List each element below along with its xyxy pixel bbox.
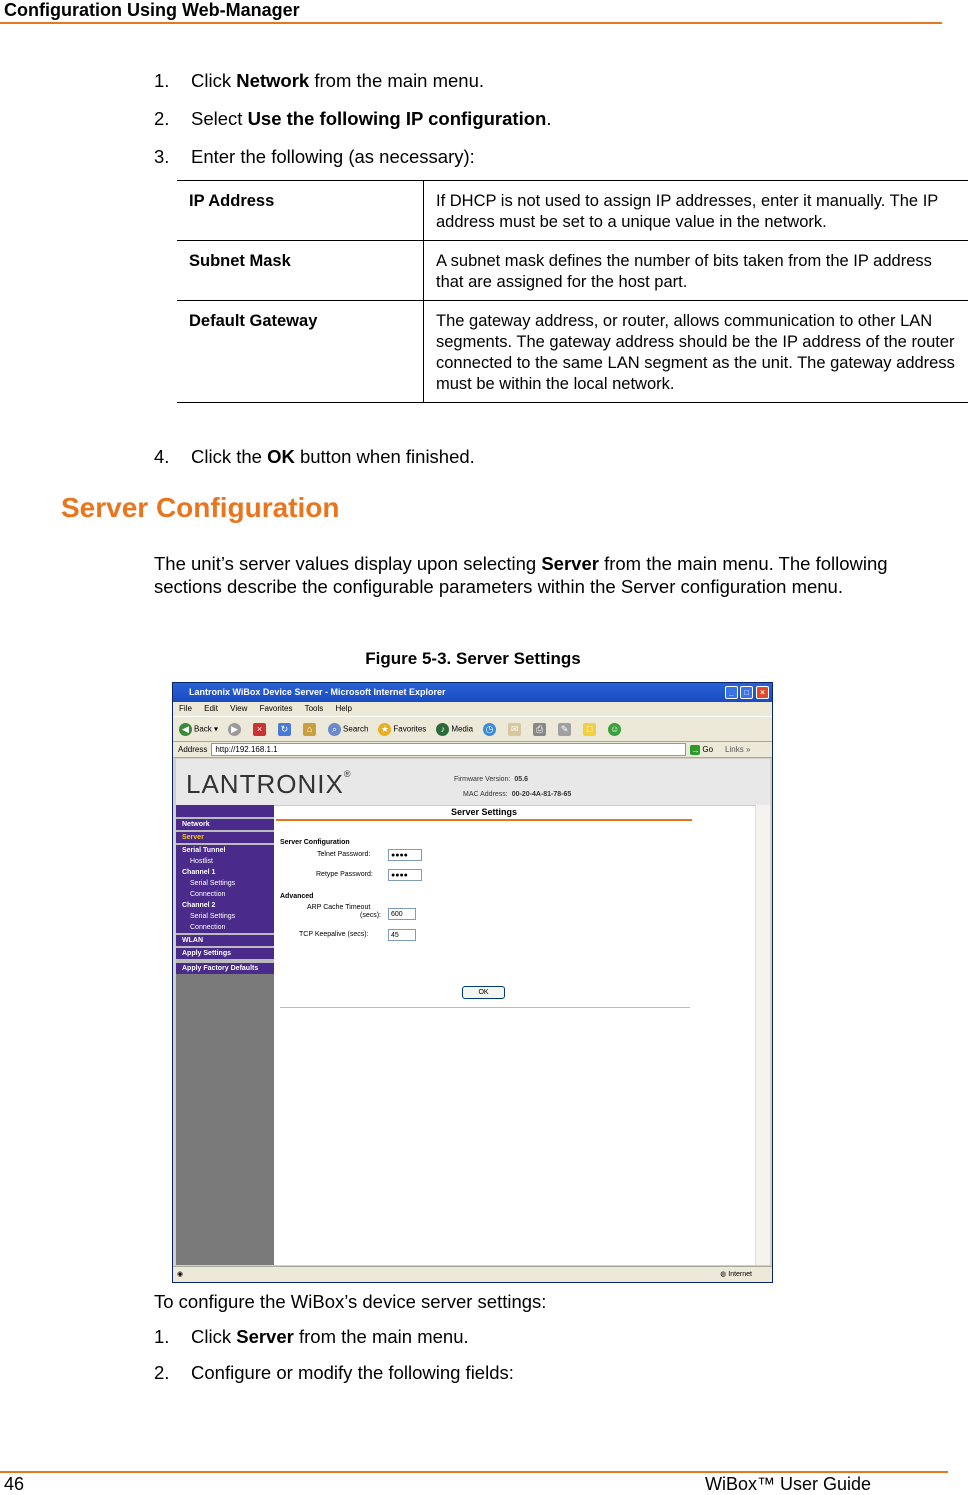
advanced-heading: Advanced (280, 893, 313, 900)
step-text: button when finished. (295, 446, 475, 467)
back-label: Back (194, 724, 212, 733)
mac-address (463, 791, 571, 798)
retype-password-label: Retype Password: (316, 871, 373, 878)
server-configuration-heading: Server Configuration (280, 839, 350, 846)
step-bold: Server (236, 1326, 294, 1347)
step-text: Select (191, 108, 248, 129)
tcp-keepalive-input[interactable]: 45 (388, 929, 416, 941)
forward-arrow-icon[interactable]: ▶ (228, 723, 241, 736)
step-1 (154, 70, 484, 92)
address-input[interactable]: http://192.168.1.1 (211, 743, 686, 756)
nav-item-serial-tunnel[interactable]: Serial Tunnel (176, 845, 274, 856)
nav-item-channel-2[interactable]: Channel 2 (176, 900, 274, 911)
ok-button[interactable]: OK (462, 986, 505, 999)
step-b2 (154, 1362, 514, 1384)
ip-parameters-table (177, 180, 968, 403)
step-number: 1. (154, 1326, 191, 1348)
menu-edit[interactable]: Edit (204, 704, 218, 713)
go-button[interactable] (690, 745, 713, 755)
step-text: Enter the following (as necessary): (191, 146, 475, 167)
favorites-button[interactable] (378, 723, 426, 736)
paragraph-bold: Server (541, 553, 599, 574)
nav-item-apply-factory-defaults[interactable]: Apply Factory Defaults (176, 963, 274, 974)
steps-intro: To configure the WiBox’s device server settings: (154, 1291, 546, 1313)
arp-cache-timeout-label: ARP Cache Timeout (307, 904, 370, 911)
browser-statusbar (173, 1266, 772, 1282)
edit-icon[interactable]: ✎ (558, 723, 571, 736)
media-button[interactable] (436, 723, 473, 736)
section-heading: Server Configuration (61, 492, 339, 524)
browser-toolbar (173, 716, 772, 742)
table-row (177, 241, 968, 301)
nav-item-hostlist[interactable]: Hostlist (176, 856, 274, 867)
firmware-value: 05.6 (514, 776, 528, 783)
menu-favorites[interactable]: Favorites (260, 704, 293, 713)
step-number: 3. (154, 146, 191, 168)
refresh-icon[interactable]: ↻ (278, 723, 291, 736)
search-icon: ⌕ (328, 723, 341, 736)
step-b1 (154, 1326, 469, 1348)
step-text: Click the (191, 446, 267, 467)
mac-value: 00-20-4A-81-78-65 (512, 791, 572, 798)
nav-item-server[interactable]: Server (176, 832, 274, 843)
telnet-password-label: Telnet Password: (317, 851, 370, 858)
step-bold: Network (236, 70, 309, 91)
history-icon[interactable]: ◷ (483, 723, 496, 736)
mac-label: MAC Address: (463, 791, 508, 798)
vertical-scrollbar[interactable] (755, 805, 770, 1265)
links-label: Links (725, 745, 744, 754)
step-3 (154, 146, 475, 168)
step-text: . (546, 108, 551, 129)
menu-file[interactable]: File (179, 704, 192, 713)
window-titlebar (173, 683, 772, 702)
header-rule (0, 22, 942, 24)
guide-title: WiBox™ User Guide (705, 1474, 871, 1495)
close-icon[interactable]: × (756, 686, 769, 699)
nav-item-wlan[interactable]: WLAN (176, 935, 274, 946)
menu-help[interactable]: Help (336, 704, 352, 713)
server-settings-panel (276, 805, 756, 1265)
step-text: from the main menu. (309, 70, 484, 91)
content-divider (280, 1007, 690, 1008)
home-icon[interactable]: ⌂ (303, 723, 316, 736)
star-icon: ★ (378, 723, 391, 736)
step-number: 4. (154, 446, 191, 468)
page-header-title: Configuration Using Web-Manager (4, 0, 300, 21)
stop-icon[interactable]: × (253, 723, 266, 736)
nav-item-ch1-serial-settings[interactable]: Serial Settings (176, 878, 274, 889)
step-text: Click (191, 70, 236, 91)
nav-item-channel-1[interactable]: Channel 1 (176, 867, 274, 878)
menu-tools[interactable]: Tools (305, 704, 324, 713)
param-term: Subnet Mask (177, 241, 424, 301)
param-term: Default Gateway (177, 301, 424, 403)
search-button[interactable] (328, 723, 368, 736)
step-number: 2. (154, 1362, 191, 1384)
step-bold: OK (267, 446, 295, 467)
paragraph-text: from the main menu. The following sections describe the configurable parameters within the Server configuration menu. (154, 553, 888, 597)
firmware-version (454, 776, 528, 783)
nav-item-ch1-connection[interactable]: Connection (176, 889, 274, 900)
paragraph-text: The unit’s server values display upon selecting (154, 553, 541, 574)
nav-item-apply-settings[interactable]: Apply Settings (176, 948, 274, 959)
browser-menubar (173, 702, 772, 716)
media-label: Media (451, 724, 473, 733)
discuss-icon[interactable]: □ (583, 723, 596, 736)
print-icon[interactable]: ⎙ (533, 723, 546, 736)
step-text: Click (191, 1326, 236, 1347)
lantronix-banner (176, 759, 770, 806)
step-text: Configure or modify the following fields: (191, 1362, 514, 1383)
page-number: 46 (4, 1474, 24, 1495)
nav-item-ch2-serial-settings[interactable]: Serial Settings (176, 911, 274, 922)
home-nav-icon[interactable] (176, 805, 274, 817)
footer-rule (0, 1471, 948, 1473)
table-row (177, 301, 968, 403)
logo-mark: ® (344, 769, 352, 779)
param-definition: A subnet mask defines the number of bits taken from the IP address that are assigned for the host part. (424, 241, 968, 301)
chevron-right-icon: » (746, 745, 750, 754)
step-number: 2. (154, 108, 191, 130)
step-text: from the main menu. (294, 1326, 469, 1347)
browser-screenshot (172, 682, 773, 1283)
retype-password-input[interactable]: ●●●● (388, 869, 422, 881)
page-status-icon: ◉ (177, 1271, 183, 1278)
param-term: IP Address (177, 181, 424, 241)
section-paragraph (154, 552, 914, 598)
mail-icon[interactable]: ✉ (508, 723, 521, 736)
links-button[interactable] (725, 745, 750, 754)
zone-label: Internet (728, 1271, 752, 1278)
window-title: Lantronix WiBox Device Server - Microsoft Internet Explorer (189, 687, 445, 697)
left-navigation (176, 805, 274, 1265)
firmware-label: Firmware Version: (454, 776, 510, 783)
address-bar (173, 742, 772, 758)
step-4 (154, 446, 475, 468)
minimize-icon[interactable]: _ (725, 686, 738, 699)
arp-cache-timeout-units: (secs): (360, 912, 381, 919)
media-icon: ♪ (436, 723, 449, 736)
messenger-icon[interactable]: ☺ (608, 723, 621, 736)
lantronix-logo (186, 769, 351, 800)
logo-text: LANTRONIX (186, 769, 344, 799)
telnet-password-input[interactable]: ●●●● (388, 849, 422, 861)
favorites-label: Favorites (393, 724, 426, 733)
param-definition: If DHCP is not used to assign IP addresses, enter it manually. The IP address must be set to a unique value in the network. (424, 181, 968, 241)
table-row (177, 181, 968, 241)
page-title: Server Settings (276, 807, 692, 821)
step-2 (154, 108, 551, 130)
menu-view[interactable]: View (230, 704, 247, 713)
nav-item-network[interactable]: Network (176, 819, 274, 830)
figure-caption: Figure 5-3. Server Settings (0, 649, 946, 669)
tcp-keepalive-label: TCP Keepalive (secs): (299, 931, 369, 938)
step-bold: Use the following IP configuration (248, 108, 547, 129)
maximize-icon[interactable]: □ (740, 686, 753, 699)
go-arrow-icon: → (690, 745, 700, 755)
search-label: Search (343, 724, 368, 733)
security-zone (720, 1267, 752, 1282)
back-button[interactable]: ◀ Back ▾ (179, 723, 218, 736)
param-definition: The gateway address, or router, allows communication to other LAN segments. The gateway address should be the IP address of the router connected to the same LAN segment as the unit. The gateway address must be within the local network. (424, 301, 968, 403)
go-label: Go (702, 745, 713, 754)
nav-item-ch2-connection[interactable]: Connection (176, 922, 274, 933)
back-arrow-icon: ◀ (179, 723, 192, 736)
address-label: Address (178, 745, 207, 754)
step-number: 1. (154, 70, 191, 92)
web-content-area (176, 759, 770, 1265)
arp-cache-timeout-input[interactable]: 600 (388, 908, 416, 920)
globe-icon: ◍ (720, 1271, 726, 1278)
